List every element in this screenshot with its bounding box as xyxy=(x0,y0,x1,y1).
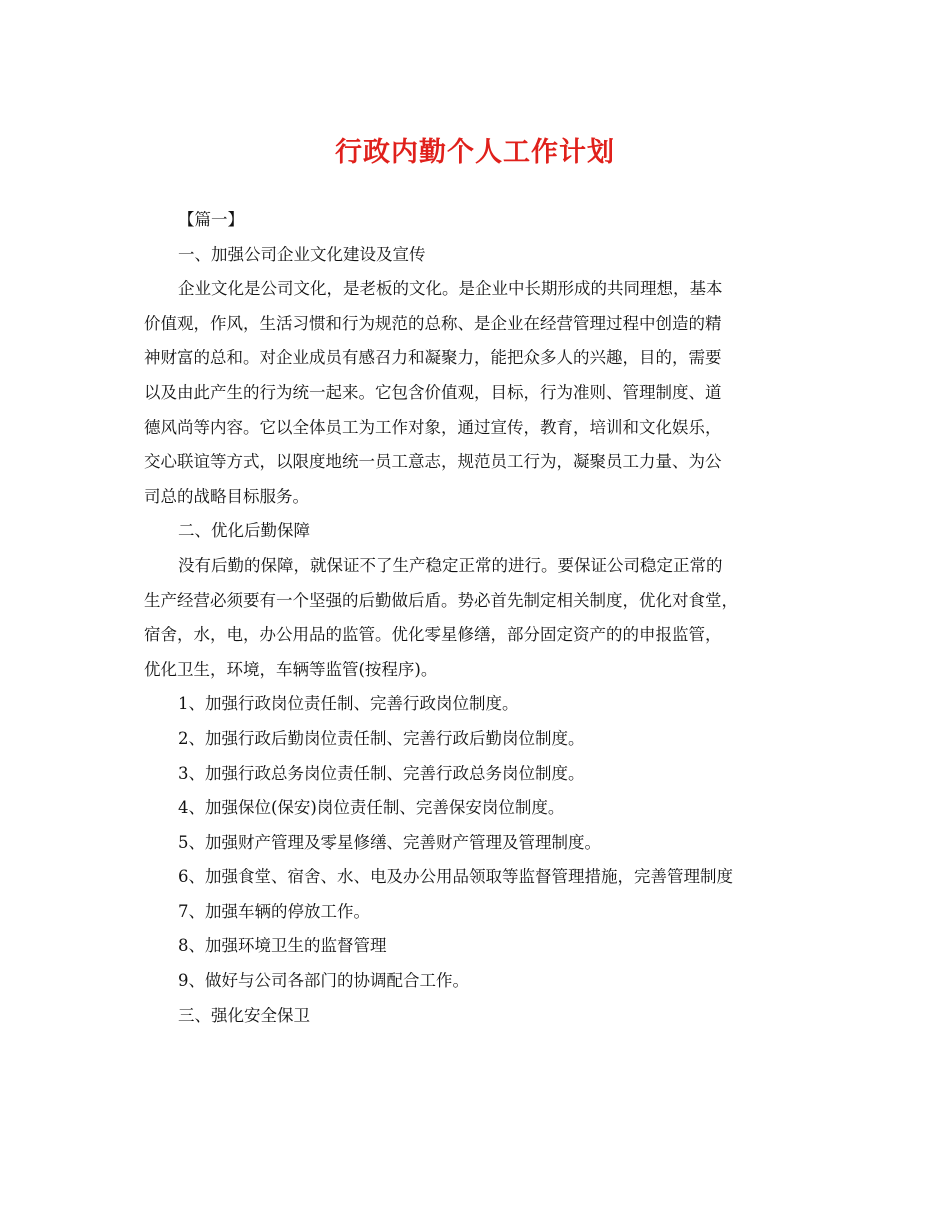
list-item: 5、加强财产管理及零星修缮、完善财产管理及管理制度。 xyxy=(178,832,601,852)
heading-3: 三、强化安全保卫 xyxy=(178,1005,310,1025)
list-item: 6、加强食堂、宿舍、水、电及办公用品领取等监督管理措施，完善管理制度 xyxy=(178,867,733,887)
paragraph-line: 司总的战略目标服务。 xyxy=(144,486,309,506)
paragraph-line: 优化卫生，环境，车辆等监管(按程序)。 xyxy=(144,659,438,679)
section-label: 【篇一】 xyxy=(178,210,244,229)
list-item: 7、加强车辆的停放工作。 xyxy=(178,901,370,921)
paragraph-line: 没有后勤的保障，就保证不了生产稳定正常的进行。要保证公司稳定正常的 xyxy=(178,555,723,575)
list-item: 8、加强环境卫生的监督管理 xyxy=(178,936,387,956)
paragraph-line: 宿舍，水，电，办公用品的监管。优化零星修缮，部分固定资产的的申报监管， xyxy=(144,625,722,645)
paragraph-line: 德风尚等内容。它以全体员工为工作对象，通过宣传，教育，培训和文化娱乐， xyxy=(144,417,722,437)
list-item: 1、加强行政岗位责任制、完善行政岗位制度。 xyxy=(178,694,519,714)
document-body xyxy=(144,203,812,1033)
paragraph-line: 交心联谊等方式，以限度地统一员工意志，规范员工行为，凝聚员工力量、为公 xyxy=(144,452,722,472)
paragraph-line: 生产经营必须要有一个坚强的后勤做后盾。势必首先制定相关制度，优化对食堂， xyxy=(144,590,738,610)
list-item: 3、加强行政总务岗位责任制、完善行政总务岗位制度。 xyxy=(178,763,585,783)
list-item: 9、做好与公司各部门的协调配合工作。 xyxy=(178,971,469,991)
list-item: 4、加强保位(保安)岗位责任制、完善保安岗位制度。 xyxy=(178,798,565,818)
heading-2: 二、优化后勤保障 xyxy=(178,521,310,541)
paragraph-line: 价值观，作风，生活习惯和行为规范的总称、是企业在经营管理过程中创造的精 xyxy=(144,313,722,333)
paragraph-line: 以及由此产生的行为统一起来。它包含价值观，目标，行为准则、管理制度、道 xyxy=(144,382,722,402)
heading-1: 一、加强公司企业文化建设及宣传 xyxy=(178,244,426,264)
paragraph-line: 企业文化是公司文化，是老板的文化。是企业中长期形成的共同理想，基本 xyxy=(178,279,723,299)
document-title: 行政内勤个人工作计划 xyxy=(335,137,615,168)
paragraph-line: 神财富的总和。对企业成员有感召力和凝聚力，能把众多人的兴趣，目的，需要 xyxy=(144,348,722,368)
paragraph-1 xyxy=(144,272,812,514)
list-item: 2、加强行政后勤岗位责任制、完善行政后勤岗位制度。 xyxy=(178,728,585,748)
paragraph-2 xyxy=(144,549,812,687)
